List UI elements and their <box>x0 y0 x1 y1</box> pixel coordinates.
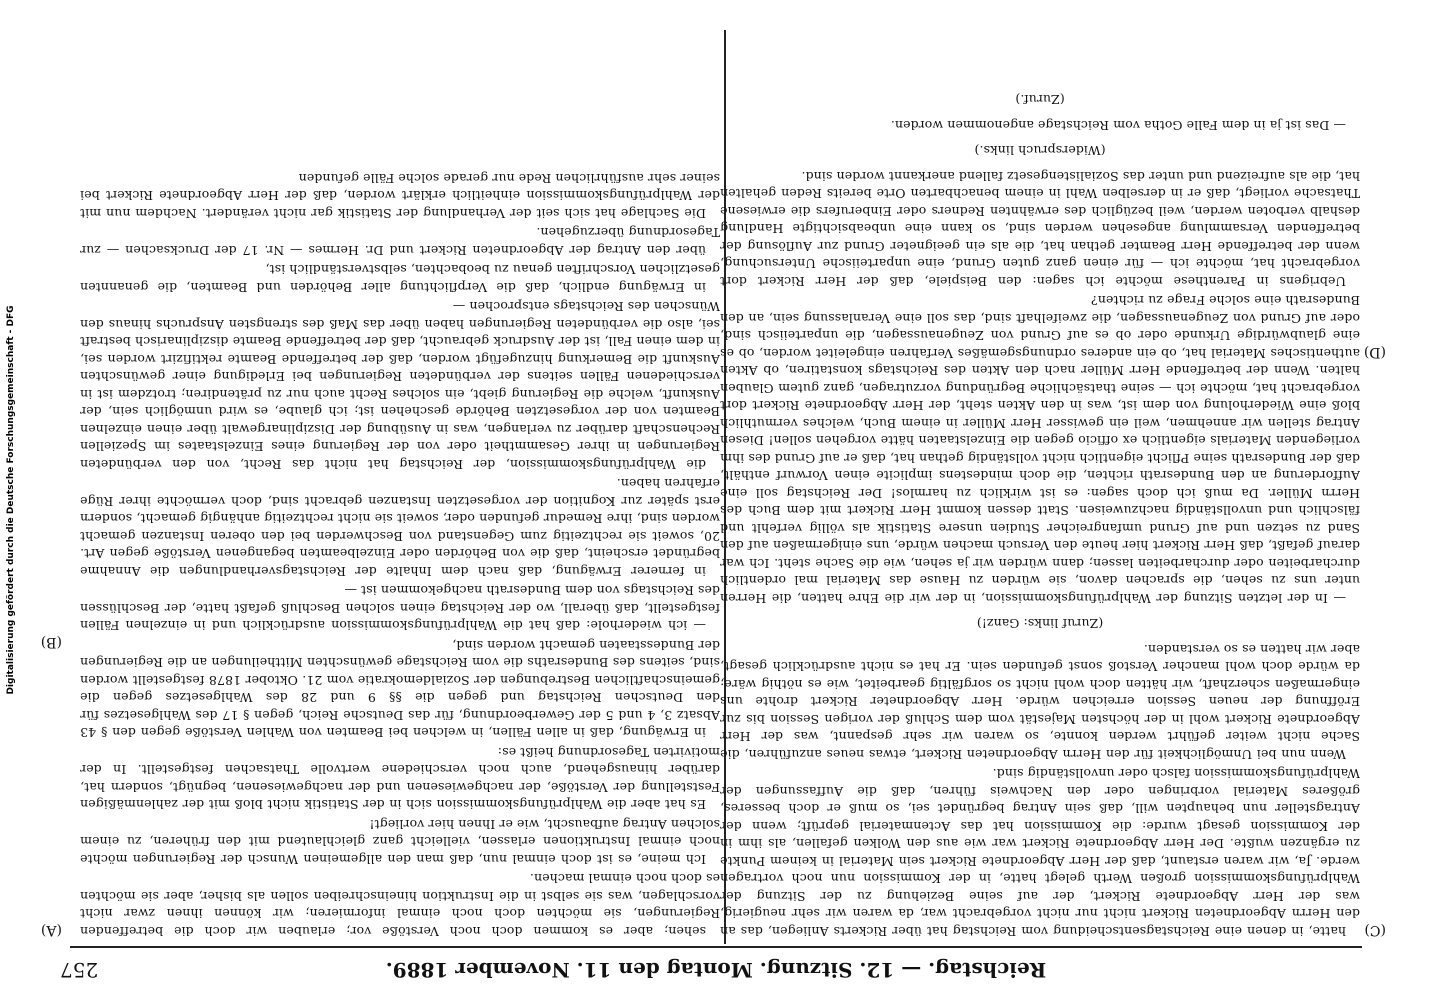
paragraph: — In der letzten Sitzung der Wahlprüfungskommission, in der wir die Ehre hatten, die Herren unter uns zu sehen, die sprachen davon, sie würden zu Hause das Material mal ordentlich durcharbeiten oder durcharbeiten lassen; dann würden wir ja sehen, wie die Sache steht. Ich war darauf gefaßt, daß Herr Rickert hier heute den Versuch machen würde, uns einigermaßen auf den Sand zu setzen und auf Grund umfangreicher Studien unsere Statistik als völlig verfehlt und fälschlich und unvollständig nachzuweisen. Statt dessen kommt Herr Rickert mit dem Buch des Herrn Müller. Da muß ich doch sagen: es ist wirklich zu harmlos! Der Reichstag soll eine Aufforderung an den Bundesrath richten, die doch mindestens implicite einen Vorwurf enthält, daß der Bundesrath seine Pflicht eigentlich nicht vollständig gethan hat, daß er auf Grund des ihm vorliegenden Materials eigentlich ex officio gegen die Einzelstaaten hätte vorgehen sollen! Diesen Antrag stellen wir annehmen, weil ein gewisser Herr Müller in einem Buch, welches vermuthlich bloß eine Wiederholung von dem ist, was in den Akten steht, der Herr Abgeordnete Rickert dort vorgebracht hat, möchte ich — seine thatsächliche Begründung vorzutragen, ganz gutem Glauben halten. Wenn der betreffende Herr Müller nach den Akten des Reichstags konstatiren, ob Akten authentisches Material hat, ob ein anderes ordnungsgemäßes Verfahren eingeleitet worden, ob es eine glaubwürdige Urkunde oder ob es auf Grund von Zeugenaussagen, die unparteiisch sind, oder auf Grund von Zeugenaussagen, die zweifelhaft sind, das soll eine Veranlassung sein, an den Bundesrath eine solche Frage zu richten? <box>720 293 1360 606</box>
paragraph: Ich meine, es ist doch einmal nun, daß man den allgemeinen Wunsch der Regierungen möchte noch einmal Instruktionen erlassen, vielleicht ganz gleichlautend mit den früheren, zu einem solchen Antrag aufbauscht, wie er Ihnen hier vorliegt! <box>80 817 720 867</box>
digitization-footer <box>2 0 20 1000</box>
paragraph: — ich wiederhole: daß hat die Wahlprüfungskommission ausdrücklich und in einzelnen Fällen festgestellt, daß überall, wo der Reichstag einen solchen Beschluß gefaßt hatte, der Beschlüssen des Reichstags von dem Bundesrath nachgekommen ist — <box>80 583 720 634</box>
paragraph: Wenn nun bei Unmöglichkeit für den Herrn Abgeordneten Rickert, etwas neues anzuführen, die Sache nicht weiter geführt werden konnte, so waren wir sehr gespannt, was der Herr Abgeordnete Rickert wohl in der höchsten Majestät vom dem Schluß der vorigen Session bis zur Eröffnung der neuen Session erreichen würde. Herr Abgeordneter Rickert drohte uns eingermaßen scherzhaft, wir hätten doch wohl nicht so sorgfältig gearbeitet, wie es nöthig wäre; da würde doch wohl mancher Verstoß sonst gefunden sein. Er hat es nicht ausdrücklich gesagt, aber wir hatten es so verstanden. <box>720 642 1360 762</box>
margin-letter-b: (B) <box>40 634 62 650</box>
margin-letter-a: (A) <box>40 922 62 938</box>
margin-letter-c: (C) <box>1364 922 1386 938</box>
paragraph: hatte, in denen eine Reichstagsentscheidung vom Reichstag hat über Rickerts Anliegen, das an den Herrn Abgeordneten Rickert nicht nur nicht vorgebracht war, da waren wir sehr neugierig, was der Herr Abgeordnete Rickert, der auf seine Beziehung zu der Sitzung der Wahlprüfungskommission großen Werth gelegt hatte, in der Kommission nun noch vortragen werde. Ja, wir waren erstaunt, daß der Herr Abgeordnete Rickert sein Material in keinem Punkte zu ergänzen wußte. Der Herr Abgeordnete Rickert war wie aus den Wolken gefallen, als ihm in der Kommission gesagt wurde: die Kommission hat das Actenmaterial geprüft; wenn der Antragsteller nun behaupten will, daß sein Antrag begründet sei, so muß er doch besseres, größeres Material vorbringen oder den Nachweis führen, daß die Auffassungen der Wahlprüfungskommission falsch oder unvollständig sind. <box>720 766 1360 939</box>
interjection: (Widerspruch links.) <box>974 143 1106 159</box>
interjection: (Zuruf links: Ganz!) <box>976 616 1104 632</box>
paragraph: Uebrigens in Parenthese möchte ich sagen: den Beispiele, daß der Herr Rickert dort vorgebracht hat, möchte ich — für einen ganz guten Grund, eine unparteiische Untersuchung, wenn der betreffende Herr Beamter gethan hat, die als ein geeigneter Grund zur Auflösung der betreffenden Versammlung angesehen werden sind, so kann eine unbeabsichtigte Handlung deshalb verboten werden, weil bezüglich des erwähnten Redners oder Einberufers die erwiesene Thatsache vorliegt, daß er in derselben Wahl in einem benachbarten Orte bereits Reden gehalten hat, die als aufreizend und unter das Sozialistengesetz fallend anerkannt worden sind. <box>720 169 1360 289</box>
footer-text: Digitalisierung gefördert durch die Deutsche Forschungsgemeinschaft - DFG <box>6 305 16 695</box>
right-text-column <box>720 30 1360 940</box>
left-text-column <box>80 30 720 940</box>
paragraph: Es hat aber die Wahlprüfungskommission sich in der Statistik nicht bloß mit der zahlenmäßigen Feststellung der Verstöße, der nachgewiesenen und der nachgewiesenen, begnügt, sondern hat, darüber hinausgehend, auch noch verschiedene wertvolle Thatsachen festgestellt. In der motivirten Tagesordnung heißt es: <box>80 745 720 813</box>
header-rule <box>70 946 1362 948</box>
paragraph: in Erwägung endlich, daß die Verpflichtung aller Behörden und Beamten, die genannten gesetzlichen Vorschriften genau zu beobachten, selbstverständlich ist, <box>80 262 720 295</box>
paragraph: Die Sachlage hat sich seit der Verhandlung der Statistik gar nicht verändert. Nachdem nun mit der Wahlprüfungskommission einheitlich erklärt worden, daß der Herr Abgeordnete Rickert bei seiner sehr ausführlichen Rede nur gerade solche Fälle gefunden <box>80 171 720 221</box>
paragraph: — Das ist ja in dem Falle Gotha vom Reichstage angenommen worden. <box>890 118 1346 133</box>
page-number: 257 <box>60 958 99 982</box>
paragraph: die Wahlprüfungskommission, der Reichstag hat nicht das Recht, von den verbündeten Regierungen in ihrer Gesammtheit oder von der Regierung eines Einzelstaates im Speziellen Rechenschaft darüber zu verlangen, was in Ausübung der Disziplinargewalt über einen einzelnen Beamten von der vorgesetzten Behörde geschehen ist; ich glaube, es wird unmöglich sein, der Auskunft, welche die Regierung giebt, ein solches Recht auch nur zu prätendiren; trotzdem ist in verschiedenen Fällen seitens der verbündeten Regierungen bei Erledigung einer gewünschten Auskunft die Bemerkung hinzugefügt worden, daß der betreffende Beamte rektifizirt worden sei, in dem einen Fall, ist der Ausdruck gebraucht, daß der betreffende Beamte disziplinarisch bestraft sei, also die verbündeten Regierungen haben über das Maß des strengsten Anspruchs hinaus den Wünschen des Reichstags entsprochen — <box>80 299 720 472</box>
page-header <box>60 954 1372 982</box>
paragraph: in fernerer Erwägung, daß nach dem Inhalte der Reichstagsverhandlungen die Annahme begründet erscheint, daß die von Behörden oder Einzelbeamten begangenen Verstöße gegen Art. 20, soweit sie rechtzeitig zum Gegenstand von Beschwerden bei den oberen Instanzen gemacht worden sind, ihre Remedur gefunden oder, soweit sie nicht rechtzeitig anhängig gemacht, sondern erst später zur Kognition der vorgesetzten Instanzen gebracht sind, doch vermöchte ihrer Rüge erfahren haben. <box>80 476 720 579</box>
interjection: (Zuruf.) <box>1015 92 1065 108</box>
margin-letter-d: (D) <box>1363 344 1386 360</box>
paragraph: über den Antrag der Abgeordneten Rickert und Dr. Hermes — Nr. 17 der Drucksachen — zur Tagesordnung überzugehen. <box>80 225 720 258</box>
page-title: Reichstag. — 12. Sitzung. Montag den 11. November 1889. <box>385 958 1047 982</box>
paragraph: sehen; aber es kommen doch noch Verstöße vor; erlauben wir doch die betreffenden Regierungen, sie möchten doch noch einmal informieren; wir können ihnen zwar nicht vorschlagen, was sie selbst in die Instruktion hineinschreiben sollen als bisher, aber sie möchten es doch noch einmal machen. <box>80 871 720 939</box>
paragraph: in Erwägung, daß in allen Fällen, in welchen bei Beamten von Wahlen Verstöße gegen den § 43 Absatz 3, 4 und 5 der Gewerbeordnung, für das Deutsche Reich, gegen § 17 des Wahlgesetzes für den Deutschen Reichstag und gegen die §§ 9 und 28 des Wahlgesetzes gegen die gemeinschaftlichen Bestrebungen der Sozialdemokratie vom 21. Oktober 1878 festgestellt worden sind, seitens des Bundesraths die vom Reichstage gewünschten Mittheilungen an die Regierungen der Bundesstaaten gemacht worden sind, <box>80 638 720 741</box>
